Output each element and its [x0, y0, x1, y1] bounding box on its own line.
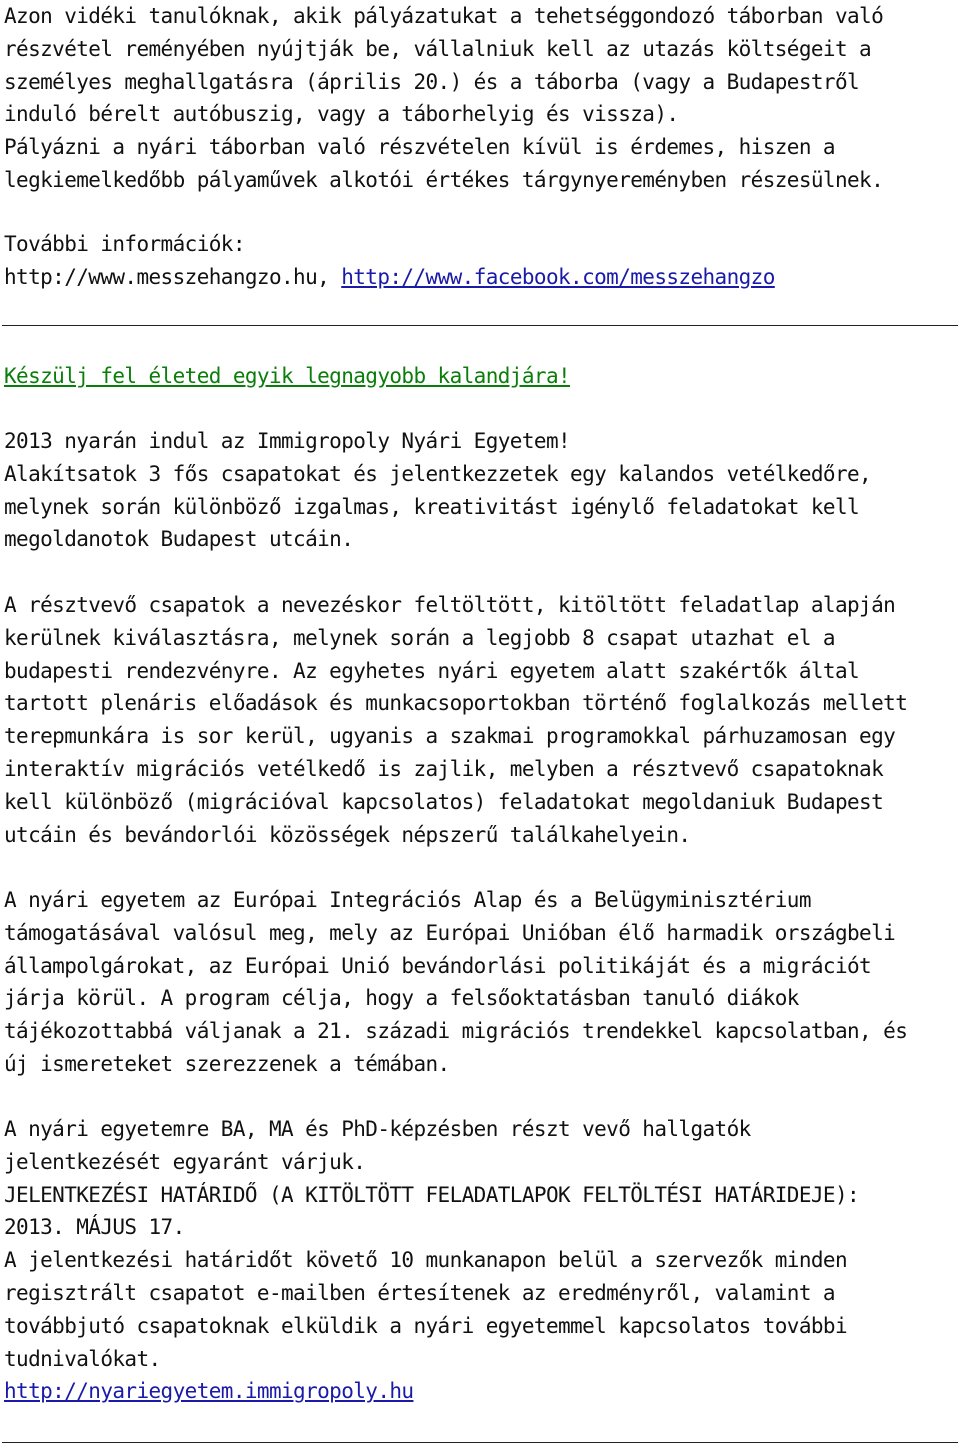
info-label: További információk: [4, 232, 245, 256]
text-line: induló bérelt autóbuszig, vagy a táborhelyig és vissza). [4, 102, 679, 127]
text-line: interaktív migrációs vetélkedő is zajlik, melyben a résztvevő csapatoknak [4, 756, 884, 781]
text-line: melynek során különböző izgalmas, kreativitást igénylő feladatokat kell [4, 494, 860, 519]
text-line: tartott plenáris előadások és munkacsoportokban történő foglalkozás mellett [4, 691, 908, 716]
text-line: kell különböző (migrációval kapcsolatos) feladatokat megoldaniuk Budapest [4, 789, 884, 814]
link-separator: , [317, 264, 342, 289]
text-line: jelentkezését egyaránt várjuk. [4, 1149, 366, 1174]
heading-block [4, 360, 956, 393]
text-line: támogatásával valósul meg, mely az Európai Unióban élő harmadik országbeli [4, 920, 896, 945]
text-line: legkiemelkedőbb pályaművek alkotói értékes tárgynyereményben részesülnek. [4, 167, 884, 192]
text-line: tudnivalókat. [4, 1346, 161, 1371]
text-line: kerülnek kiválasztásra, melynek során a legjobb 8 csapat utazhat el a [4, 625, 835, 650]
paragraph-funding [4, 884, 956, 1081]
paragraph-application [4, 1113, 956, 1408]
facebook-link[interactable]: http://www.facebook.com/messzehangzo [341, 264, 775, 289]
text-line: 2013 nyarán indul az Immigropoly Nyári Egyetem! [4, 429, 571, 453]
text-line: Pályázni a nyári táborban való részvételen kívül is érdemes, hiszen a [4, 135, 835, 160]
paragraph-announcement [4, 425, 956, 556]
text-line: Azon vidéki tanulóknak, akik pályázatukat a tehetséggondozó táborban való [4, 4, 884, 28]
paragraph-travel-costs [4, 0, 956, 197]
info-links-line [4, 261, 956, 294]
text-line: A jelentkezési határidőt követő 10 munkanapon belül a szervezők minden [4, 1248, 848, 1273]
info-section [4, 228, 956, 294]
text-line: A résztvevő csapatok a nevezéskor feltöltött, kitöltött feladatlap alapján [4, 593, 896, 617]
footer-link-line [4, 1375, 956, 1408]
text-line: állampolgárokat, az Európai Unió bevándorlási politikáját és a migrációt [4, 953, 872, 978]
text-line: utcáin és bevándorlói közösségek népszerű találkahelyein. [4, 822, 691, 847]
text-line: részvétel reményében nyújtják be, vállalniuk kell az utazás költségeit a [4, 36, 872, 61]
text-line: Alakítsatok 3 fős csapatokat és jelentkezzetek egy kalandos vetélkedőre, [4, 461, 872, 486]
text-line: megoldanotok Budapest utcáin. [4, 527, 354, 552]
text-line: járja körül. A program célja, hogy a felsőoktatásban tanuló diákok [4, 986, 799, 1011]
text-line: regisztrált csapatot e-mailben értesítenek az eredményről, valamint a [4, 1280, 835, 1305]
nyariegyetem-link[interactable]: http://nyariegyetem.immigropoly.hu [4, 1379, 414, 1404]
messzehangzo-link[interactable]: http://www.messzehangzo.hu [4, 264, 318, 289]
text-line: tájékozottabbá váljanak a 21. századi migrációs trendekkel kapcsolatban, és [4, 1019, 908, 1044]
divider-top [2, 325, 958, 326]
adventure-heading: Készülj fel életed egyik legnagyobb kalandjára! [4, 364, 571, 388]
text-line: A nyári egyetem az Európai Integrációs Alap és a Belügyminisztérium [4, 888, 811, 912]
deadline-date: 2013. MÁJUS 17. [4, 1215, 185, 1240]
text-line: terepmunkára is sor kerül, ugyanis a szakmai programokkal párhuzamosan egy [4, 724, 896, 749]
text-line: A nyári egyetemre BA, MA és PhD-képzésben részt vevő hallgatók [4, 1117, 751, 1141]
text-line: továbbjutó csapatoknak elküldik a nyári egyetemmel kapcsolatos további [4, 1313, 848, 1338]
paragraph-selection [4, 589, 956, 851]
text-line: budapesti rendezvényre. Az egyhetes nyári egyetem alatt szakértők által [4, 658, 860, 683]
text-line: új ismereteket szerezzenek a témában. [4, 1051, 450, 1076]
text-line: személyes meghallgatásra (április 20.) és a táborba (vagy a Budapestről [4, 69, 860, 94]
deadline-line: JELENTKEZÉSI HATÁRIDŐ (A KITÖLTÖTT FELADATLAPOK FELTÖLTÉSI HATÁRIDEJE): [4, 1182, 860, 1207]
divider-bottom [2, 1442, 958, 1443]
